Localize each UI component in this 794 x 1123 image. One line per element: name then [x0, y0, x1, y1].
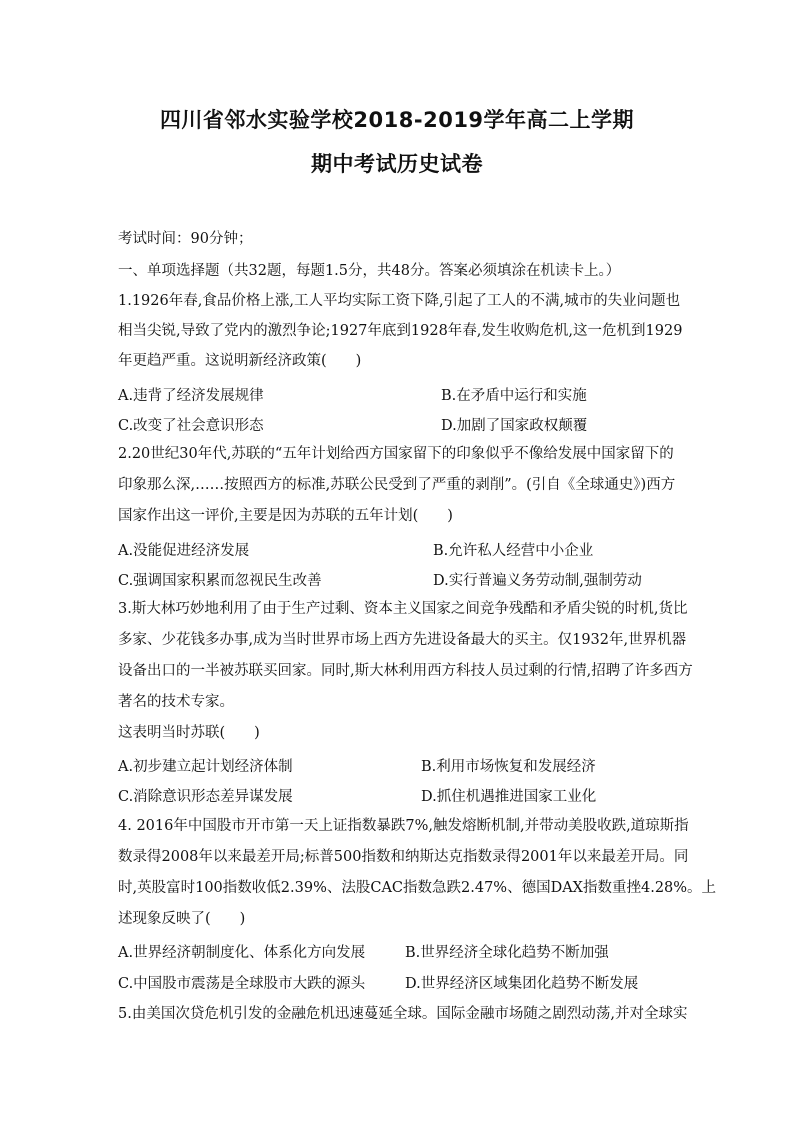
question-line: 著名的技术专家。 — [118, 694, 234, 710]
option-d: D.加剧了国家政权颠覆 — [441, 418, 588, 434]
question-line: 5.由美国次贷危机引发的金融危机迅速蔓延全球。国际金融市场随之剧烈动荡,并对全球实 — [118, 1006, 688, 1022]
section-heading: 一、单项选择题（共32题，每题1.5分，共48分。答案必须填涂在机读卡上。） — [118, 263, 621, 279]
option-c: C.改变了社会意识形态 — [118, 418, 264, 434]
question-line: 这表明当时苏联( ) — [118, 725, 260, 741]
question-line: 年更趋严重。这说明新经济政策( ) — [118, 353, 362, 369]
question-line: 相当尖锐,导致了党内的激烈争论;1927年底到1928年春,发生收购危机,这一危机到1929 — [118, 323, 683, 339]
option-d: D.实行普遍义务劳动制,强制劳动 — [433, 573, 642, 589]
question-line: 述现象反映了( ) — [118, 911, 246, 927]
exam-time: 考试时间：90分钟； — [118, 231, 253, 247]
option-c: C.消除意识形态差异谋发展 — [118, 789, 293, 805]
option-a: A.没能促进经济发展 — [118, 543, 250, 559]
option-b: B.允许私人经营中小企业 — [433, 543, 594, 559]
question-line: 多家、少花钱多办事,成为当时世界市场上西方先进设备最大的买主。仅1932年,世界机器 — [118, 632, 687, 648]
option-b: B.利用市场恢复和发展经济 — [421, 759, 596, 775]
question-line: 2.20世纪30年代,苏联的“五年计划给西方国家留下的印象似乎不像给发展中国家留下的 — [118, 446, 674, 462]
option-b: B.在矛盾中运行和实施 — [441, 388, 587, 404]
option-b: B.世界经济全球化趋势不断加强 — [405, 945, 609, 961]
option-a: A.违背了经济发展规律 — [118, 388, 264, 404]
option-a: A.初步建立起计划经济体制 — [118, 759, 293, 775]
option-d: D.世界经济区域集团化趋势不断发展 — [405, 976, 639, 992]
question-line: 数录得2008年以来最差开局;标普500指数和纳斯达克指数录得2001年以来最差开局。同 — [118, 849, 689, 865]
question-line: 国家作出这一评价,主要是因为苏联的五年计划( ) — [118, 508, 453, 524]
question-line: 4. 2016年中国股市开市第一天上证指数暴跌7%,触发熔断机制,并带动美股收跌,道琼斯指 — [118, 818, 689, 834]
page-title-line1: 四川省邻水实验学校2018-2019学年高二上学期 — [159, 108, 635, 132]
option-c: C.强调国家积累而忽视民生改善 — [118, 573, 322, 589]
question-line: 时,英股富时100指数收低2.39%、法股CAC指数急跌2.47%、德国DAX指数重挫4.28%。上 — [118, 880, 717, 896]
question-line: 1.1926年春,食品价格上涨,工人平均实际工资下降,引起了工人的不满,城市的失业问题也 — [118, 293, 681, 309]
question-line: 印象那么深,……按照西方的标准,苏联公民受到了严重的剥削”。(引自《全球通史》)西方 — [118, 477, 676, 493]
option-d: D.抓住机遇推进国家工业化 — [421, 789, 597, 805]
page-title-line2: 期中考试历史试卷 — [311, 152, 483, 176]
question-line: 设备出口的一半被苏联买回家。同时,斯大林利用西方科技人员过剩的行情,招聘了许多西方 — [118, 663, 693, 679]
option-a: A.世界经济朝制度化、体系化方向发展 — [118, 945, 366, 961]
question-line: 3.斯大林巧妙地利用了由于生产过剩、资本主义国家之间竞争残酷和矛盾尖锐的时机,货比 — [118, 601, 688, 617]
option-c: C.中国股市震荡是全球股市大跌的源头 — [118, 976, 366, 992]
